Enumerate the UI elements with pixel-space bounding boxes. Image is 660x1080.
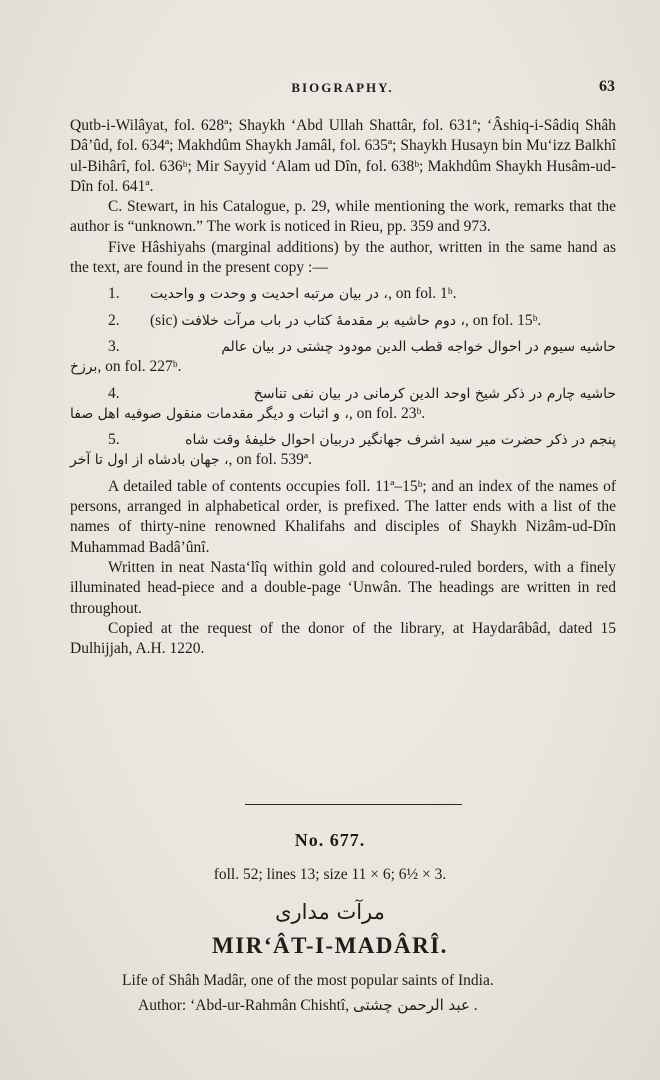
hashiyah-item-1	[70, 284, 616, 304]
contents-paragraph: A detailed table of contents occupies foll. 11ª–15ᵇ; and an index of the names of persons, arranged in alphabetical order, is prefixed. The latter ends with a list of the names of thirty-nine renowned Khalifahs and disciples of Shaykh Nizâm-ud-Dîn Muhammad Badâ’ûnî.	[70, 477, 616, 556]
arabic-text: ، دوم حاشیه بر مقدمهٔ کتاب در باب مرآت خلافت	[181, 312, 466, 329]
stewart-paragraph: C. Stewart, in his Catalogue, p. 29, while mentioning the work, remarks that the author is “unknown.” The work is noticed in Rieu, pp. 359 and 973.	[70, 198, 616, 236]
page-header	[70, 78, 615, 100]
folio-ref: , on fol. 539ª.	[228, 451, 313, 469]
entry-title: MIR‘ÂT-I-MADÂRÎ.	[212, 933, 448, 958]
arabic-text-cont: ، و اثبات و دیگر مقدمات منقول صوفیه اهل صفا	[70, 405, 349, 422]
hashiyahs-intro: Five Hâshiyahs (marginal additions) by the author, written in the same hand as the text, are found in the present copy :—	[70, 238, 616, 277]
entry-physical-description: foll. 52; lines 13; size 11 × 6; 6½ × 3.	[213, 866, 447, 883]
arabic-text-cont: ، جهان بادشاه از اول تا آخر	[70, 452, 229, 469]
hashiyah-item-2	[70, 311, 616, 331]
main-text	[70, 116, 616, 659]
section-divider	[245, 804, 462, 805]
author-label: Author: ‘Abd-ur-Rahmân Chishtî,	[138, 997, 350, 1014]
sic-note: (sic)	[150, 311, 178, 329]
folio-ref: , on fol. 15ᵇ.	[465, 311, 542, 329]
item-number: 2.	[108, 311, 120, 329]
item-number: 1.	[108, 285, 120, 303]
entry-description: Life of Shâh Madâr, one of the most popular saints of India.	[122, 972, 494, 989]
folio-ref: , on fol. 1ᵇ.	[387, 285, 457, 303]
item-number: 4.	[108, 384, 120, 402]
script-paragraph: Written in neat Nasta‘lîq within gold and coloured-ruled borders, with a finely illuminated head-piece and a double-page ‘Unwân. The headings are written in red throughout.	[70, 558, 616, 617]
entry-number: No. 677.	[294, 830, 366, 850]
page-number: 63	[599, 78, 615, 95]
hashiyah-list	[70, 284, 616, 470]
author-arabic: عبد الرحمن چشتی	[352, 996, 470, 1014]
folio-list-paragraph: Qutb-i-Wilâyat, fol. 628ª; Shaykh ‘Abd Ullah Shattâr, fol. 631ª; ‘Âshiq-i-Sâdiq Shâh Dâ’ûd, fol. 634ª; Makhdûm Shaykh Jamâl, fol. 635ª; Shaykh Husayn bin Mu‘izz Balkhî ul-Bihârî, fol. 636ᵇ; Mir Sayyid ‘Alam ud Dîn, fol. 638ᵇ; Makhdûm Shaykh Husâm-ud-Dîn fol. 641ª.	[70, 117, 616, 195]
copied-paragraph: Copied at the request of the donor of the library, at Haydarâbâd, dated 15 Dulhijjah, A.H. 1220.	[70, 619, 616, 658]
item-number: 3.	[108, 337, 120, 355]
arabic-text: حاشیه چارم در ذکر شیخ اوحد الدین کرمانی در بیان نفی تناسخ	[253, 385, 616, 402]
arabic-text: ، در بیان مرتبه احدیت و وحدت و واحدیت	[150, 286, 388, 303]
item-number: 5.	[108, 431, 120, 449]
entry-author	[138, 996, 478, 1015]
folio-ref: , on fol. 23ᵇ.	[348, 404, 426, 422]
arabic-text: حاشیه سیوم در احوال خواجه قطب الدین مودود چشتی در بیان عالم	[221, 338, 616, 355]
author-end: .	[469, 997, 478, 1014]
hashiyah-item-5	[70, 430, 616, 471]
hashiyah-item-3	[70, 337, 616, 378]
running-title: BIOGRAPHY.	[291, 80, 394, 95]
folio-ref: , on fol. 227ᵇ.	[97, 358, 182, 376]
hashiyah-item-4	[70, 384, 616, 425]
entry-arabic-title: مرآت مداری	[275, 900, 385, 924]
arabic-text-cont: برزخ	[70, 359, 98, 376]
arabic-text: پنجم در ذکر حضرت میر سید اشرف جهانگیر دربیان احوال خلیفهٔ وقت شاه	[185, 432, 616, 449]
